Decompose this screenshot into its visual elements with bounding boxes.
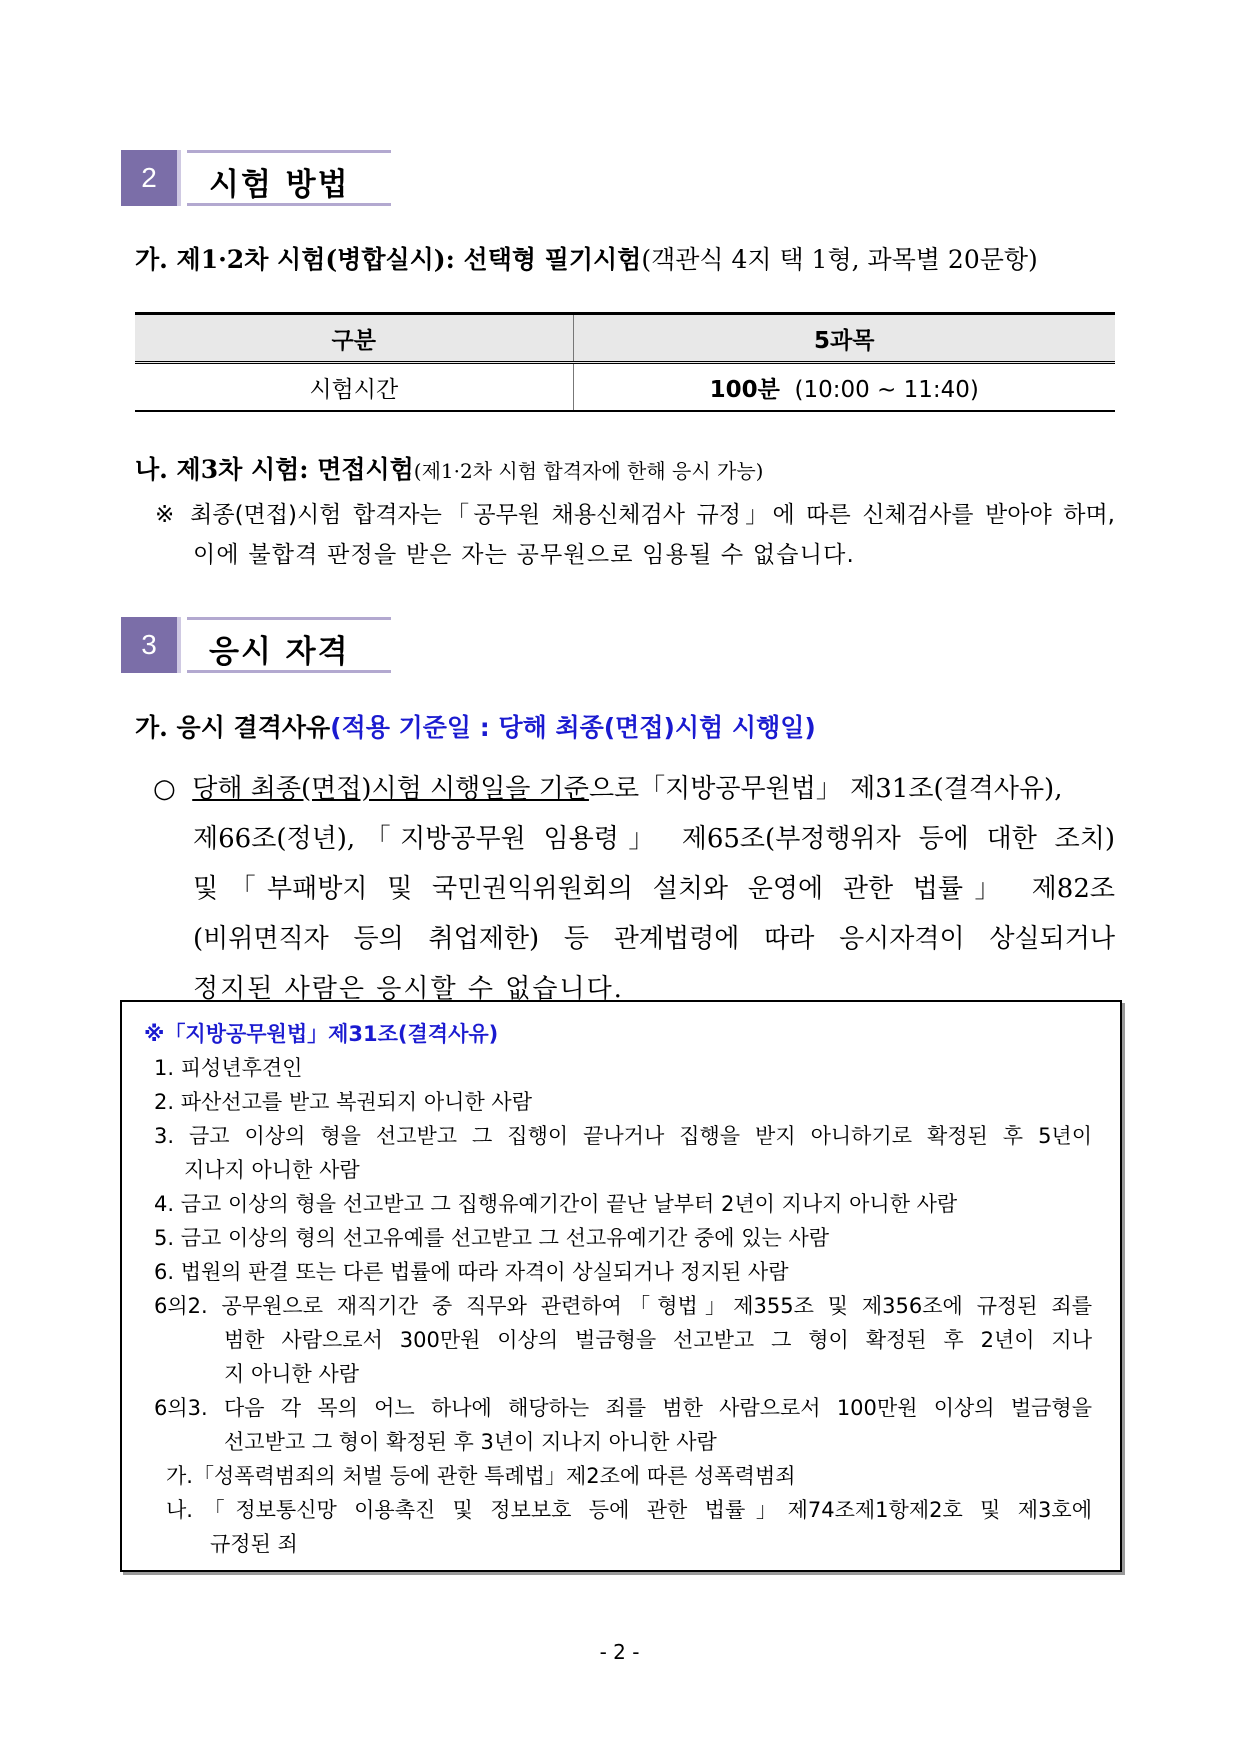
exam-item-b-label: 나. 제3차 시험: 면접시험 <box>135 455 414 484</box>
para-line-1-rest: 으로「지방공무원법」 제31조(결격사유), <box>588 774 1063 804</box>
box-line: 4. 금고 이상의 형을 선고받고 그 집행유예기간이 끝난 날부터 2년이 지나지 아니한 사람 <box>154 1192 958 1216</box>
section-title: 응시 자격 <box>209 634 350 670</box>
remark-line-1: ※ 최종(면접)시험 합격자는「공무원 채용신체검사 규정」에 따른 신체검사를 받아야 하며, <box>155 502 1115 528</box>
para-line-1 <box>153 768 1115 805</box>
exam-item-a-label: 가. 제1·2차 시험(병합실시): 선택형 필기시험 <box>135 245 642 274</box>
box-line: 3. 금고 이상의 형을 선고받고 그 집행이 끝나거나 집행을 받지 아니하기로 확정된 후 5년이 <box>154 1124 1092 1148</box>
exam-item-a-note: (객관식 4지 택 1형, 과목별 20문항) <box>641 245 1038 274</box>
bullet-icon: ○ <box>153 774 176 804</box>
box-line: 2. 파산선고를 받고 복권되지 아니한 사람 <box>154 1090 532 1114</box>
box-line: 6의3. 다음 각 목의 어느 하나에 해당하는 죄를 범한 사람으로서 100만원 이상의 벌금형을 <box>154 1396 1092 1420</box>
box-line: 범한 사람으로서 300만원 이상의 벌금형을 선고받고 그 형이 확정된 후 2년이 지나 <box>224 1328 1092 1352</box>
para-underlined: 당해 최종(면접)시험 시행일을 기준 <box>192 774 589 804</box>
box-line: 지 아니한 사람 <box>224 1362 360 1386</box>
section-3-header <box>121 617 391 673</box>
section-number: 2 <box>121 150 177 206</box>
box-line: 선고받고 그 형이 확정된 후 3년이 지나지 아니한 사람 <box>224 1430 717 1454</box>
exam-time-table <box>135 312 1115 412</box>
exam-item-b <box>135 450 763 486</box>
section-number: 3 <box>121 617 177 673</box>
table-cell-label: 시험시간 <box>135 363 573 412</box>
table-row <box>135 363 1115 412</box>
para-line-3: 및「부패방지 및 국민권익위원회의 설치와 운영에 관한 법률」 제82조 <box>193 874 1115 904</box>
box-line: 나.「정보통신망 이용촉진 및 정보보호 등에 관한 법률」제74조제1항제2호 및 제3호에 <box>166 1498 1092 1522</box>
box-title: ※「지방공무원법」제31조(결격사유) <box>144 1022 499 1046</box>
table-header-row <box>135 314 1115 363</box>
qualification-item-a-label: 가. 응시 결격사유 <box>135 713 331 742</box>
qualification-item-a-note: (적용 기준일 : 당해 최종(면접)시험 시행일) <box>330 713 816 742</box>
table-header-cell: 5과목 <box>573 314 1115 363</box>
remark-line-2: 이에 불합격 판정을 받은 자는 공무원으로 임용될 수 없습니다. <box>193 542 856 568</box>
table-header-cell: 구분 <box>135 314 573 363</box>
qualification-item-a <box>135 708 816 744</box>
box-line: 가.「성폭력범죄의 처벌 등에 관한 특례법」제2조에 따른 성폭력범죄 <box>166 1464 796 1488</box>
section-title-frame <box>187 150 391 206</box>
para-line-2: 제66조(정년),「지방공무원 임용령」 제65조(부정행위자 등에 대한 조치) <box>193 824 1115 854</box>
section-title-frame <box>187 617 391 673</box>
box-line: 6. 법원의 판결 또는 다른 법률에 따라 자격이 상실되거나 정지된 사람 <box>154 1260 789 1284</box>
para-line-5: 정지된 사람은 응시할 수 없습니다. <box>193 974 624 1004</box>
page-number: - 2 - <box>599 1640 640 1664</box>
box-line: 지나지 아니한 사람 <box>184 1158 360 1182</box>
section-2-header <box>121 150 391 206</box>
section-title: 시험 방법 <box>209 167 350 203</box>
box-line: 6의2. 공무원으로 재직기간 중 직무와 관련하여「형법」제355조 및 제356조에 규정된 죄를 <box>154 1294 1092 1318</box>
para-line-4: (비위면직자 등의 취업제한) 등 관계법령에 따라 응시자격이 상실되거나 <box>193 924 1115 954</box>
box-line: 5. 금고 이상의 형의 선고유예를 선고받고 그 선고유예기간 중에 있는 사람 <box>154 1226 830 1250</box>
table-cell-value-bold: 100분 <box>709 376 780 403</box>
box-line: 1. 피성년후견인 <box>154 1056 303 1080</box>
disqualification-box <box>120 1000 1122 1572</box>
table-cell-value-rest: (10:00 ~ 11:40) <box>794 376 979 403</box>
table-cell-value <box>573 363 1115 412</box>
box-line: 규정된 죄 <box>210 1532 298 1556</box>
exam-item-b-note: (제1·2차 시험 합격자에 한해 응시 가능) <box>413 459 764 483</box>
exam-item-a <box>135 240 1038 276</box>
